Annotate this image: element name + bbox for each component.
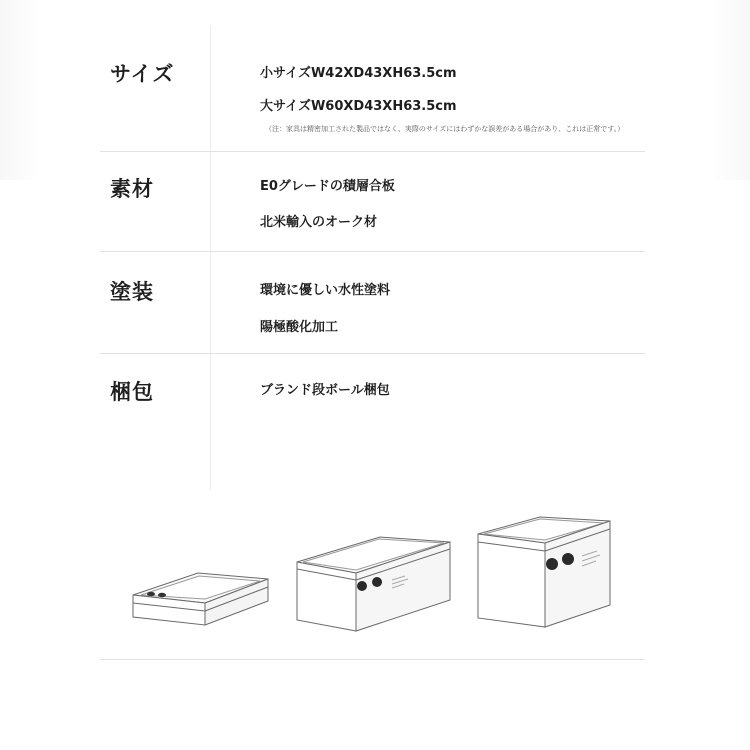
finish-label: 塗装 [110,280,154,304]
right-edge-shade [710,0,750,180]
packaging-label: 梱包 [110,380,154,404]
size-small-value: 小サイズW42XD43XH63.5cm [260,66,457,81]
bottom-divider [100,659,645,660]
row-divider [100,151,645,152]
box-illustration-large-icon [478,517,610,627]
material-label: 素材 [110,177,154,201]
size-large-value: 大サイズW60XD43XH63.5cm [260,99,457,114]
row-divider [100,251,645,252]
left-edge-shade [0,0,40,180]
material-line-2: 北米輸入のオーク材 [260,215,378,230]
row-divider [100,353,645,354]
packaging-illustration [0,500,750,660]
box-illustration-medium-icon [297,537,450,631]
packaging-line-1: ブランド段ボール梱包 [260,383,390,398]
box-illustration-small-icon [133,573,268,625]
finish-line-2: 陽極酸化加工 [260,320,339,335]
material-line-1: E0グレードの積層合板 [260,179,395,194]
column-divider [210,25,211,490]
size-note: （注：家具は精密加工された製品ではなく、実際のサイズにはわずかな誤差がある場合があり、これは正常です。） [265,125,625,133]
size-label: サイズ [110,62,175,86]
finish-line-1: 環境に優しい水性塗料 [260,283,391,298]
